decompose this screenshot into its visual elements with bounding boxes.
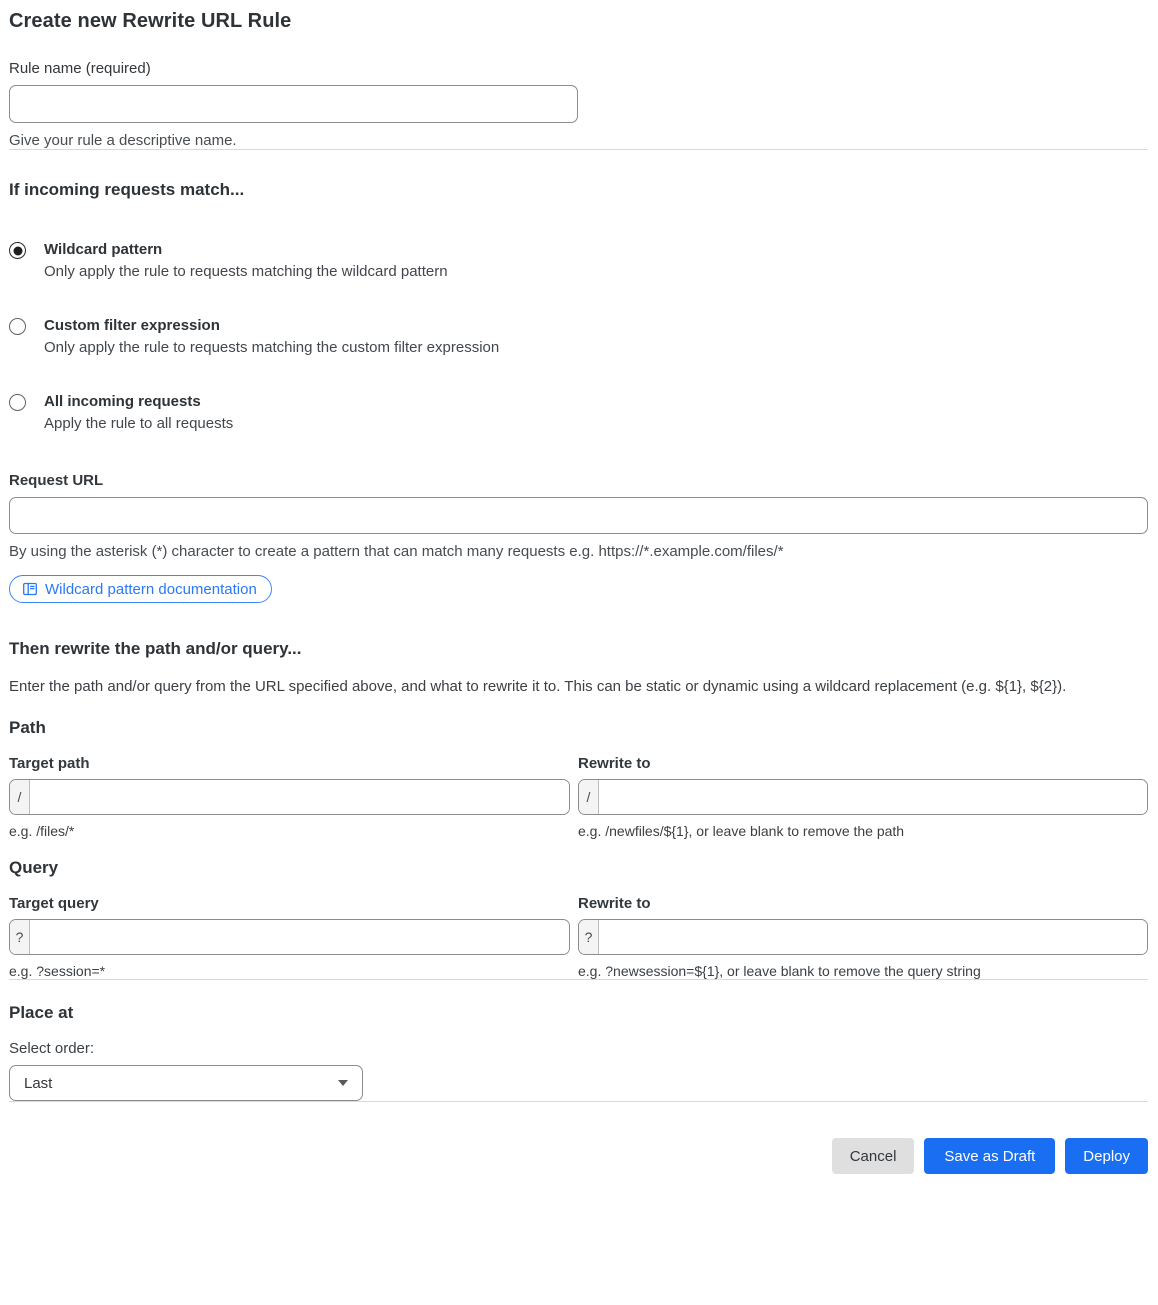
select-order-label: Select order: xyxy=(9,1040,95,1057)
radio-label: Custom filter expression xyxy=(44,317,220,334)
request-url-label: Request URL xyxy=(9,472,104,489)
path-prefix: / xyxy=(579,780,599,814)
section-divider xyxy=(9,149,1148,150)
query-heading: Query xyxy=(9,858,59,877)
section-divider xyxy=(9,979,1148,980)
target-query-label: Target query xyxy=(9,895,99,912)
radio-unselected-icon[interactable] xyxy=(9,394,26,411)
place-at-heading: Place at xyxy=(9,1003,74,1022)
query-rewrite-input-group xyxy=(578,919,1148,955)
radio-unselected-icon[interactable] xyxy=(9,318,26,335)
radio-option-wildcard-pattern[interactable] xyxy=(9,241,1148,280)
radio-option-all-incoming-requests[interactable] xyxy=(9,393,1148,432)
page-title: Create new Rewrite URL Rule xyxy=(9,10,292,32)
radio-selected-icon[interactable] xyxy=(9,242,26,259)
target-query-input-group xyxy=(9,919,570,955)
path-rewrite-input[interactable] xyxy=(599,780,1147,814)
radio-description: Only apply the rule to requests matching the wildcard pattern xyxy=(44,263,448,280)
path-heading: Path xyxy=(9,718,46,737)
cancel-button[interactable]: Cancel xyxy=(832,1138,915,1174)
target-query-helper: e.g. ?session=* xyxy=(9,963,106,979)
rule-name-helper: Give your rule a descriptive name. xyxy=(9,132,237,149)
order-select[interactable] xyxy=(9,1065,363,1101)
wildcard-docs-button[interactable] xyxy=(9,575,272,603)
path-rewrite-input-group xyxy=(578,779,1148,815)
rule-name-label: Rule name (required) xyxy=(9,60,151,77)
order-select-value: Last xyxy=(24,1074,53,1092)
query-rewrite-to-label: Rewrite to xyxy=(578,895,651,912)
wildcard-docs-button-label: Wildcard pattern documentation xyxy=(45,580,257,598)
target-path-input[interactable] xyxy=(30,780,569,814)
chevron-down-icon xyxy=(338,1080,348,1086)
target-path-input-group xyxy=(9,779,570,815)
request-url-helper: By using the asterisk (*) character to create a pattern that can match many requests e.g. https://*.example.com/files/* xyxy=(9,543,784,560)
match-radio-group xyxy=(9,241,1148,432)
target-query-input[interactable] xyxy=(30,920,569,954)
radio-option-custom-filter-expression[interactable] xyxy=(9,317,1148,356)
footer-actions xyxy=(9,1138,1148,1174)
save-as-draft-button[interactable]: Save as Draft xyxy=(924,1138,1055,1174)
path-prefix: / xyxy=(10,780,30,814)
request-url-input[interactable] xyxy=(9,497,1148,534)
query-rewrite-input[interactable] xyxy=(599,920,1147,954)
deploy-button[interactable]: Deploy xyxy=(1065,1138,1148,1174)
path-rewrite-to-label: Rewrite to xyxy=(578,755,651,772)
match-section-heading: If incoming requests match... xyxy=(9,180,245,199)
target-path-label: Target path xyxy=(9,755,90,772)
radio-description: Apply the rule to all requests xyxy=(44,415,234,432)
rule-name-input[interactable] xyxy=(9,85,578,123)
target-path-helper: e.g. /files/* xyxy=(9,823,75,839)
rewrite-section-heading: Then rewrite the path and/or query... xyxy=(9,639,302,658)
radio-label: Wildcard pattern xyxy=(44,241,163,258)
book-icon xyxy=(22,581,38,597)
radio-description: Only apply the rule to requests matching the custom filter expression xyxy=(44,339,500,356)
path-rewrite-helper: e.g. /newfiles/${1}, or leave blank to remove the path xyxy=(578,823,905,839)
rewrite-section-description: Enter the path and/or query from the URL specified above, and what to rewrite it to. This can be static or dynamic using a wildcard replacement (e.g. ${1}, ${2}). xyxy=(9,678,1067,695)
query-rewrite-helper: e.g. ?newsession=${1}, or leave blank to remove the query string xyxy=(578,963,981,979)
query-prefix: ? xyxy=(10,920,30,954)
query-prefix: ? xyxy=(579,920,599,954)
footer-divider xyxy=(9,1101,1148,1102)
radio-label: All incoming requests xyxy=(44,393,201,410)
